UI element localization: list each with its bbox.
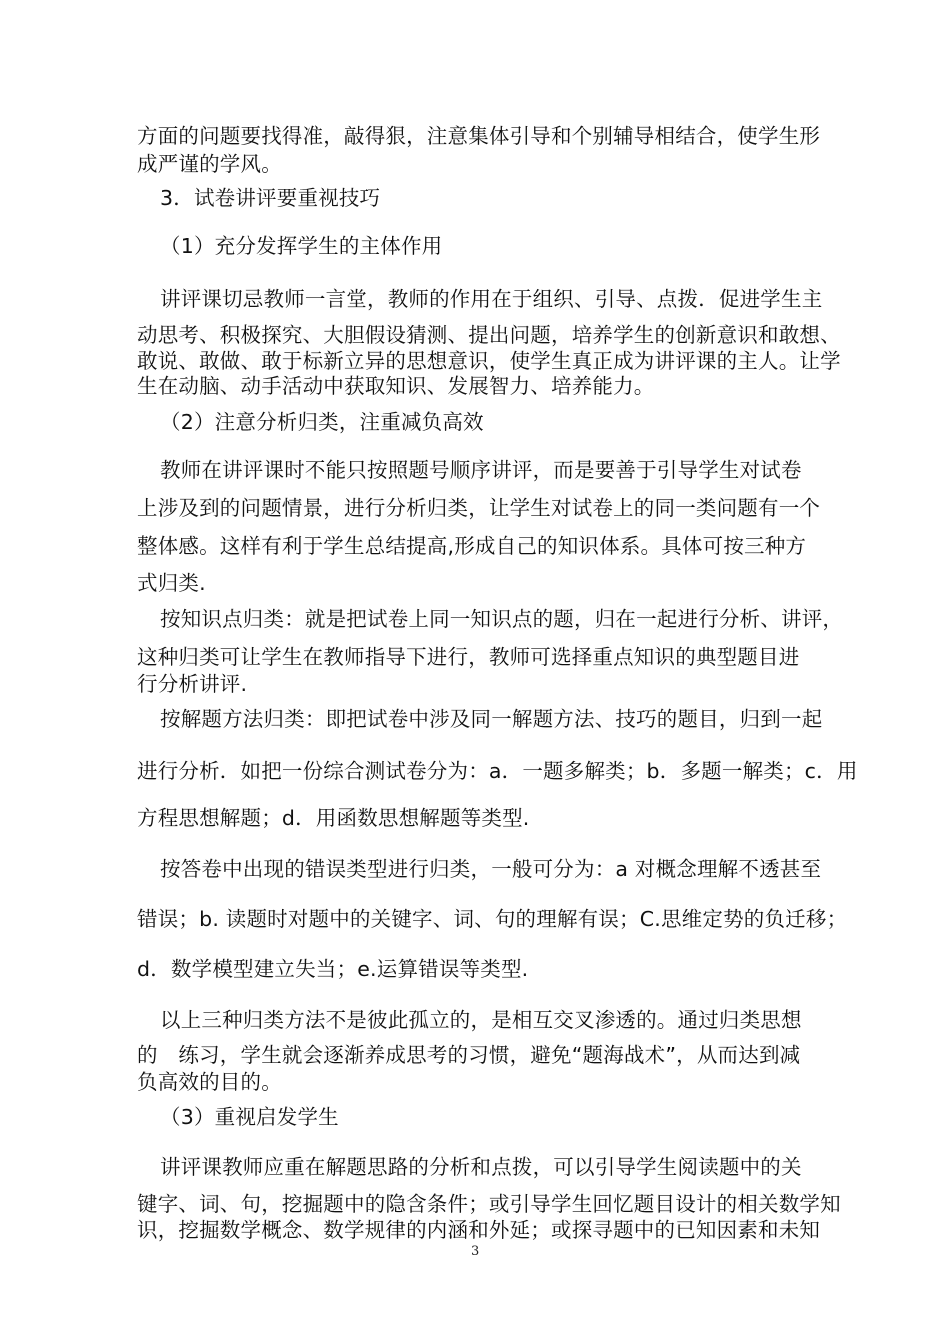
paragraph-line: 识，挖掘数学概念、数学规律的内涵和外延；或探寻题中的已知因素和未知	[137, 1218, 821, 1242]
paragraph-line: 进行分析．如把一份综合测试卷分为：a．一题多解类；b．多题一解类；c．用	[137, 759, 858, 783]
subsection-heading: （2）注意分析归类，注重减负高效	[160, 410, 484, 434]
paragraph-line: 讲评课教师应重在解题思路的分析和点拨，可以引导学生阅读题中的关	[160, 1155, 802, 1179]
paragraph-line: 教师在讲评课时不能只按照题号顺序讲评，而是要善于引导学生对试卷	[160, 458, 802, 482]
paragraph-line: 错误；b. 读题时对题中的关键字、词、句的理解有误；C.思维定势的负迁移；	[137, 907, 848, 931]
paragraph-line: 讲评课切忌教师一言堂，教师的作用在于组织、引导、点拨．促进学生主	[160, 287, 823, 311]
paragraph-line: 键字、词、句，挖掘题中的隐含条件；或引导学生回忆题目设计的相关数学知	[137, 1192, 841, 1216]
paragraph-line: 上涉及到的问题情景，进行分析归类，让学生对试卷上的同一类问题有一个	[137, 496, 821, 520]
paragraph-line: 按知识点归类：就是把试卷上同一知识点的题，归在一起进行分析、讲评，	[160, 607, 844, 631]
paragraph-line: 这种归类可让学生在教师指导下进行，教师可选择重点知识的典型题目进	[137, 645, 800, 669]
paragraph-line: 生在动脑、动手活动中获取知识、发展智力、培养能力。	[137, 374, 655, 398]
paragraph-line: 方面的问题要找得准，敲得狠，注意集体引导和个别辅导相结合，使学生形	[137, 124, 821, 148]
paragraph-line: 式归类.	[137, 571, 206, 595]
paragraph-line: 的 练习，学生就会逐渐养成思考的习惯，避免“题海战术”，从而达到减	[137, 1043, 801, 1067]
paragraph-line: 敢说、敢做、敢于标新立异的思想意识，使学生真正成为讲评课的主人。让学	[137, 349, 841, 373]
page-number: 3	[471, 1244, 480, 1259]
paragraph-line: d．数学模型建立失当；e.运算错误等类型.	[137, 957, 529, 981]
paragraph-line: 方程思想解题；d．用函数思想解题等类型.	[137, 806, 530, 830]
paragraph-line: 成严谨的学风。	[137, 152, 282, 176]
section-heading: 3．试卷讲评要重视技巧	[160, 186, 381, 210]
subsection-heading: （3）重视启发学生	[160, 1105, 339, 1129]
paragraph-line: 负高效的目的。	[137, 1070, 282, 1094]
paragraph-line: 整体感。这样有利于学生总结提高,形成自己的知识体系。具体可按三种方	[137, 534, 807, 558]
paragraph-line: 按解题方法归类：即把试卷中涉及同一解题方法、技巧的题目，归到一起	[160, 707, 823, 731]
paragraph-line: 行分析讲评.	[137, 672, 248, 696]
subsection-heading: （1）充分发挥学生的主体作用	[160, 234, 443, 258]
paragraph-line: 按答卷中出现的错误类型进行归类，一般可分为：a 对概念理解不透甚至	[160, 857, 822, 881]
paragraph-line: 以上三种归类方法不是彼此孤立的，是相互交叉渗透的。通过归类思想	[160, 1008, 802, 1032]
paragraph-line: 动思考、积极探究、大胆假设猜测、提出问题，培养学生的创新意识和敢想、	[137, 323, 841, 347]
